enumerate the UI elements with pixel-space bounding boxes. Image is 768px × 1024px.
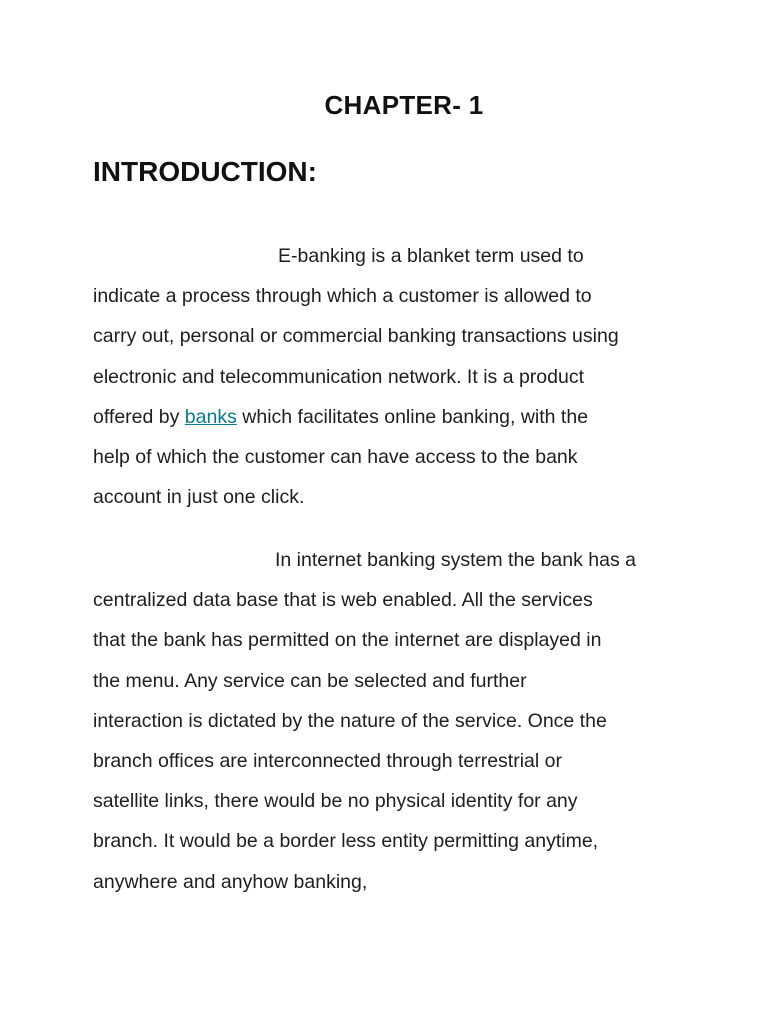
line-text-before-link: offered by <box>93 405 185 428</box>
paragraph-line: branch. It would be a border less entity permitting anytime, <box>93 830 599 853</box>
paragraph-line: anywhere and anyhow banking, <box>93 870 368 893</box>
paragraph-line: the menu. Any service can be selected and further <box>93 669 527 692</box>
paragraph-line: indicate a process through which a customer is allowed to <box>93 285 592 308</box>
paragraph-line: electronic and telecommunication network. It is a product <box>93 365 584 388</box>
line-text-after-link: which facilitates online banking, with the <box>236 405 589 428</box>
banks-link[interactable]: banks <box>184 405 237 428</box>
paragraph-ebanking <box>93 236 683 517</box>
paragraph-line: branch offices are interconnected through terrestrial or <box>93 750 562 773</box>
chapter-title: CHAPTER- 1 <box>324 90 484 120</box>
paragraph-line: centralized data base that is web enabled. All the services <box>93 589 593 612</box>
section-heading: INTRODUCTION: <box>93 156 317 187</box>
paragraph-line: In internet banking system the bank has a <box>275 549 636 571</box>
paragraph-line-with-link <box>93 397 683 437</box>
paragraph-line: help of which the customer can have access to the bank <box>93 446 578 469</box>
paragraph-line: interaction is dictated by the nature of the service. Once the <box>93 709 607 732</box>
paragraph-line: account in just one click. <box>93 486 305 509</box>
paragraph-line: that the bank has permitted on the internet are displayed in <box>93 629 602 652</box>
paragraph-internet-banking <box>93 540 683 902</box>
paragraph-line: E-banking is a blanket term used to <box>278 245 584 267</box>
paragraph-line: carry out, personal or commercial banking transactions using <box>93 325 619 348</box>
paragraph-line: satellite links, there would be no physical identity for any <box>93 790 578 813</box>
